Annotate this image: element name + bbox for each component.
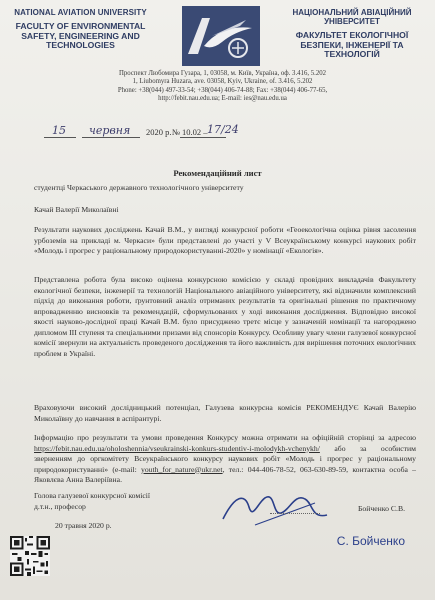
reference-line — [34, 124, 414, 140]
paragraph-2: Представлена робота була високо оцінена конкурсною комісією у складі провідних викладачів Факультету екологічної безпеки, інженерії та технологій Національного авіаційного університету, які відзначили комплексний підхід до виконання роботи, ґрунтовний аналіз отриманих результатів та оригінальні рішення по практичному впровадженню висновків та рекомендацій, сформульованих у ході виконання дослідження. Відповідно високої якості науково-дослідної праці Качай В.М. було присуджено третє місце у зазначеній номінації та нагороджено дипломом III ступеня та спеціальними призами від спонсорів Конкурсу. Особливу увагу члени галузевої конкурсної комісії звернули на актуальність проведеного дослідження та його важливість для вирішення поточних екологічних проблем в Україні. — [34, 275, 416, 358]
header-right — [277, 8, 427, 60]
address-ua: Проспект Любомира Гузара, 1, 03058, м. Київ, Україна, оф. 3.416, 5.202 — [118, 70, 327, 77]
paragraph-4-text-c: , тел.: 044-406-78-52, 063-630-89-59, контактна особа – Яковлєва Анна Валеріївна. — [34, 464, 417, 484]
stamped-name: С. Бойченко — [336, 534, 405, 548]
paragraph-4 — [34, 433, 416, 486]
signatory-name: Бойченко С.В. — [358, 504, 405, 513]
university-name-en: NATIONAL AVIATION UNIVERSITY — [14, 8, 147, 17]
phone-fax: Phone: +38(044) 497-33-54; +38(044) 406-74-88; Fax: +38(044) 406-77-65, — [117, 86, 328, 94]
recipient-line: студентці Черкаського державного технологічного університету — [34, 183, 244, 192]
number-underline — [180, 137, 226, 138]
ref-number-label: № — [172, 127, 181, 137]
header-left — [8, 8, 153, 51]
recipient-name: Качай Валерії Миколаївні — [34, 205, 119, 214]
paragraph-4-text-b: або за особистим зверненням до оргкомітету Всеукраїнського конкурсу наукових робіт «Молодь і прогрес у раціональному природокористуванні» (e-mail: — [34, 443, 416, 474]
contact-email-link[interactable]: youth_for_nature@ukr.net — [140, 464, 223, 474]
university-logo-icon — [182, 6, 260, 66]
address-en: 1, Liubomyra Huzara, ave. 03058, Kyiv, Ukraine, of. 3.416, 5.202 — [132, 78, 313, 86]
signatory-degree: д.т.н., професор — [34, 501, 86, 511]
web-email: http://febit.nau.edu.ua; E-mail: ies@nau.edu.ua — [158, 95, 287, 103]
contest-page-link[interactable]: https://febit.nau.edu.ua/oholoshennia/vseukrainski-konkurs-studentiv-i-molodykh-vchenykh/ — [34, 443, 320, 453]
letter-title: Рекомендаційний лист — [173, 168, 262, 178]
paragraph-4-text-a: Інформацію про результати та умови проведення Конкурсу можна отримати на офіційній сторінці за адресою — [34, 433, 416, 442]
ref-number-printed: 10.02 – — [182, 127, 208, 137]
month-underline — [82, 137, 140, 138]
signatory-role: Голова галузевої конкурсної комісії — [34, 491, 151, 500]
handwritten-signature — [215, 485, 345, 535]
paragraph-1: Результати наукових досліджень Качай В.М., у вигляді конкурсної роботи «Геоекологічна оцінка рівня засолення урбоземів на прикладі м. Черкаси» були представлені до участі у V Всеукраїнському конкурсі наукових робіт «Молодь і прогрес у раціональному природокористуванні-2020» у номінації «Екологія». — [34, 225, 416, 255]
qr-code-icon — [10, 536, 50, 576]
university-name-ua: НАЦІОНАЛЬНИЙ АВІАЦІЙНИЙ УНІВЕРСИТЕТ — [292, 8, 412, 26]
day-underline — [44, 137, 76, 138]
paragraph-3: Враховуючи високий дослідницький потенціал, Галузева конкурсна комісія РЕКОМЕНДУЄ Качай Валерію Миколаївну до навчання в аспірантурі. — [34, 403, 416, 423]
signature-line — [270, 513, 320, 514]
letter-date: 20 травня 2020 р. — [55, 521, 112, 530]
ref-day: 15 — [52, 124, 66, 137]
address-block — [60, 70, 385, 104]
ref-month: червня — [89, 124, 131, 137]
faculty-name-ua: ФАКУЛЬТЕТ ЕКОЛОГІЧНОЇ БЕЗПЕКИ, ІНЖЕНЕРІЇ ТА ТЕХНОЛОГІЙ — [295, 30, 409, 60]
faculty-name-en: FACULTY OF ENVIRONMENTAL SAFETY, ENGINEERING AND TECHNOLOGIES — [15, 21, 146, 51]
ref-number-handwritten: 17/24 — [207, 123, 239, 136]
ref-year: 2020 р. — [146, 127, 172, 137]
